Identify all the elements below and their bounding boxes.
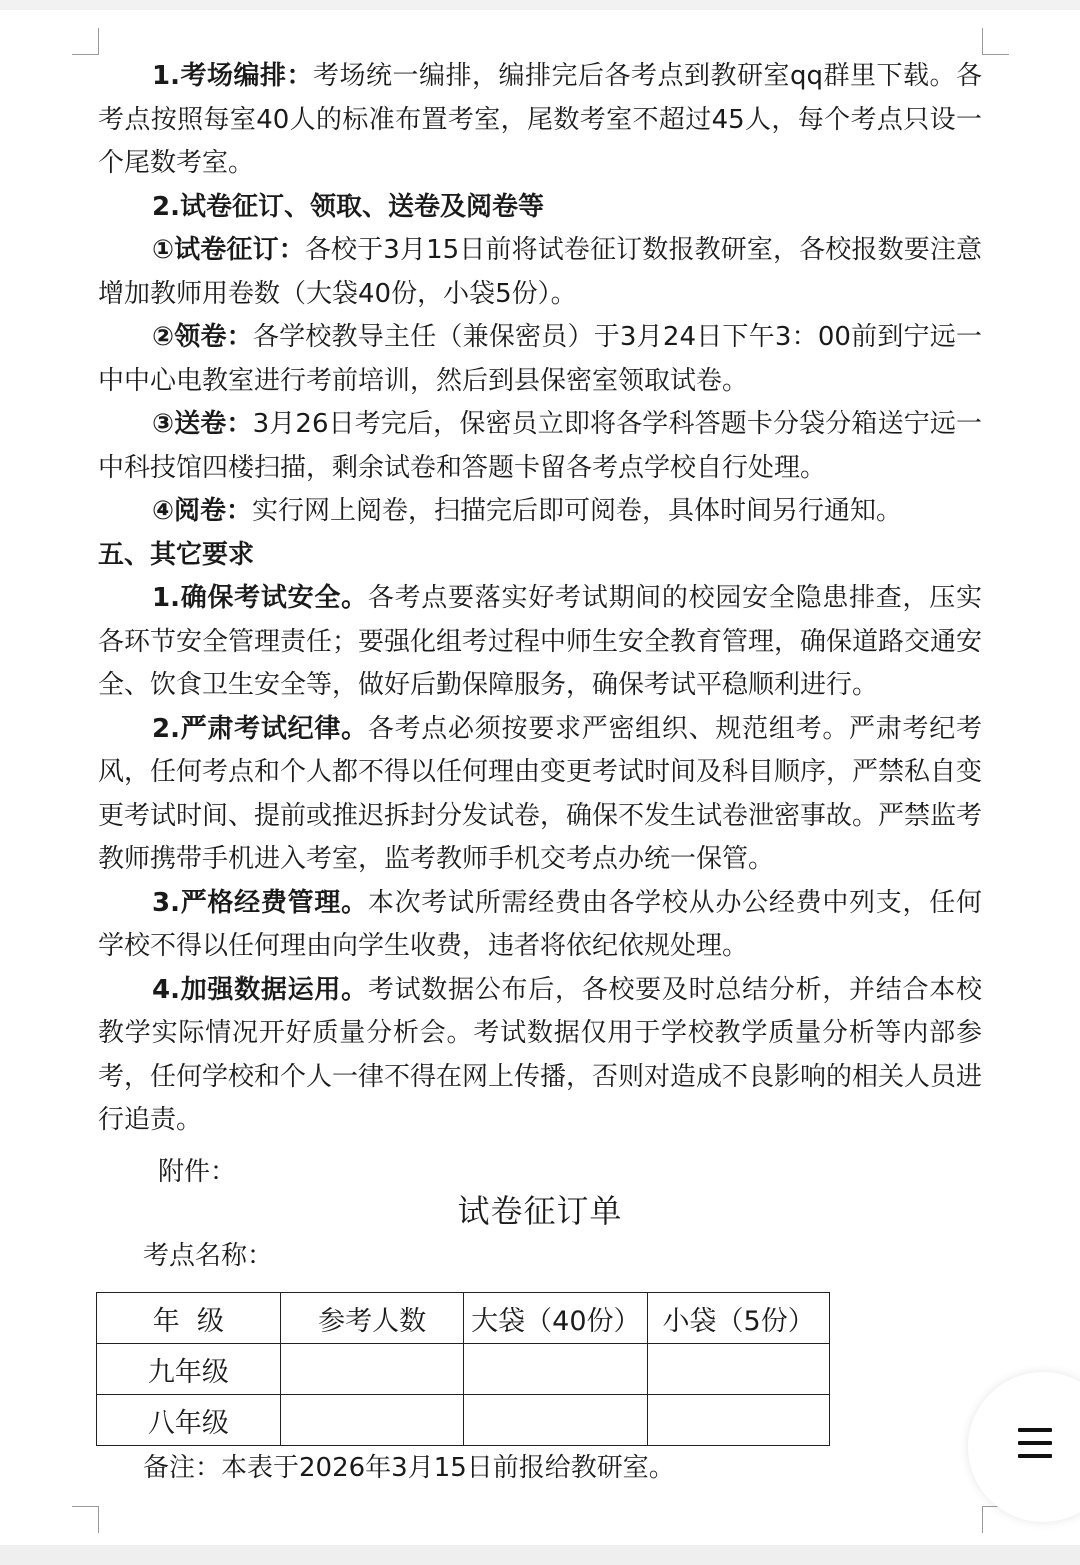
paragraph-lead: 2.严肃考试纪律。	[152, 713, 368, 744]
paragraph-text: 各考点要落实好考试期间的校园安全隐患排查，压实各环节安全管理责任；要强化组考过程中师生安全教育管理，确保道路交通安全、饮食卫生安全等，做好后勤保障服务，确保考试平稳顺利进行。	[98, 583, 983, 700]
paragraph-text: 各校于3月15日前将试卷征订数报教研室，各校报数要注意增加教师用卷数（大袋40份，小袋5份）。	[98, 235, 982, 309]
cell-grade: 九年级	[97, 1344, 281, 1395]
header-grade: 年 级	[97, 1293, 281, 1344]
top-strip	[0, 0, 1080, 10]
cell-small-bag	[648, 1395, 830, 1446]
paragraph-lead: ④阅卷：	[152, 496, 253, 526]
cell-participants	[280, 1344, 464, 1395]
paragraph-lead: 1.确保考试安全。	[152, 583, 368, 613]
paragraph-lead: 1.考场编排：	[152, 61, 313, 91]
cell-large-bag	[464, 1344, 648, 1395]
table-header-row	[97, 1293, 830, 1344]
paragraph-text: 实行网上阅卷，扫描完后即可阅卷，具体时间另行通知。	[252, 496, 903, 526]
paper-order-table	[96, 1292, 830, 1446]
section-heading-other-requirements: 五、其它要求	[98, 539, 255, 570]
menu-icon-bar	[1018, 1441, 1052, 1445]
cell-grade: 八年级	[97, 1395, 281, 1446]
paragraph-lead: ②领卷：	[152, 322, 253, 352]
table-row	[97, 1395, 830, 1446]
paragraph-data-use	[98, 969, 982, 1143]
paragraph-text: 考场统一编排，编排完后各考点到教研室qq群里下载。各考点按照每室40人的标准布置考室，尾数考室不超过45人，每个考点只设一个尾数考室。	[98, 61, 983, 178]
paragraph-funding	[98, 882, 982, 969]
paragraph-marking	[98, 490, 982, 534]
paragraph-text: 考试数据公布后，各校要及时总结分析，并结合本校教学实际情况开好质量分析会。考试数据仅用于学校教学质量分析等内部参考，任何学校和个人一律不得在网上传播，否则对造成不良影响的相关人员进行追责。	[98, 974, 983, 1135]
crop-mark-top-left	[72, 28, 99, 55]
paragraph-paper-delivery	[98, 403, 982, 490]
paragraph-exam-room-arrangement	[98, 55, 982, 186]
table-remark: 备注：本表于2026年3月15日前报给教研室。	[143, 1453, 675, 1483]
paragraph-lead: 4.加强数据运用。	[152, 974, 368, 1005]
paragraph-exam-discipline	[98, 708, 982, 882]
header-small-bag: 小袋（5份）	[648, 1293, 830, 1344]
header-large-bag: 大袋（40份）	[464, 1293, 648, 1344]
menu-icon-bar	[1018, 1454, 1052, 1458]
paragraph-text: 3月26日考完后，保密员立即将各学科答题卡分袋分箱送宁远一中科技馆四楼扫描，剩余试卷和答题卡留各考点学校自行处理。	[98, 409, 982, 483]
cell-large-bag	[464, 1395, 648, 1446]
crop-mark-top-right	[982, 28, 1009, 55]
table-row	[97, 1344, 830, 1395]
order-form-title: 试卷征订单	[457, 1192, 623, 1230]
paragraph-text: 本次考试所需经费由各学校从办公经费中列支，任何学校不得以任何理由向学生收费，违者将依纪依规处理。	[98, 887, 982, 961]
paragraph-text: 各学校教导主任（兼保密员）于3月24日下午3：00前到宁远一中中心电教室进行考前培训，然后到县保密室领取试卷。	[98, 322, 982, 396]
document-body	[98, 55, 982, 1143]
paragraph-exam-safety	[98, 577, 982, 708]
paragraph-lead: ①试卷征订：	[152, 235, 305, 265]
paragraph-paper-collection	[98, 316, 982, 403]
paragraph-lead: 3.严格经费管理。	[152, 887, 368, 918]
paragraph-text: 各考点必须按要求严密组织、规范组考。严肃考纪考风，任何考点和个人都不得以任何理由变更考试时间及科目顺序，严禁私自变更考试时间、提前或推迟拆封分发试卷，确保不发生试卷泄密事故。严禁监考教师携带手机进入考室，监考教师手机交考点办统一保管。	[98, 713, 983, 874]
exam-site-name-label: 考点名称：	[143, 1241, 274, 1271]
menu-icon-bar	[1018, 1428, 1052, 1432]
header-participants: 参考人数	[280, 1293, 464, 1344]
paragraph-paper-ordering	[98, 229, 982, 316]
cell-participants	[280, 1395, 464, 1446]
menu-icon[interactable]	[1018, 1428, 1052, 1467]
cell-small-bag	[648, 1344, 830, 1395]
paragraph-lead: 2.试卷征订、领取、送卷及阅卷等	[152, 191, 544, 222]
paragraph-papers-heading	[98, 186, 982, 230]
attachment-label: 附件：	[158, 1157, 237, 1187]
crop-mark-bottom-left	[72, 1506, 99, 1533]
bottom-strip	[0, 1545, 1080, 1565]
paragraph-lead: ③送卷：	[152, 409, 253, 439]
